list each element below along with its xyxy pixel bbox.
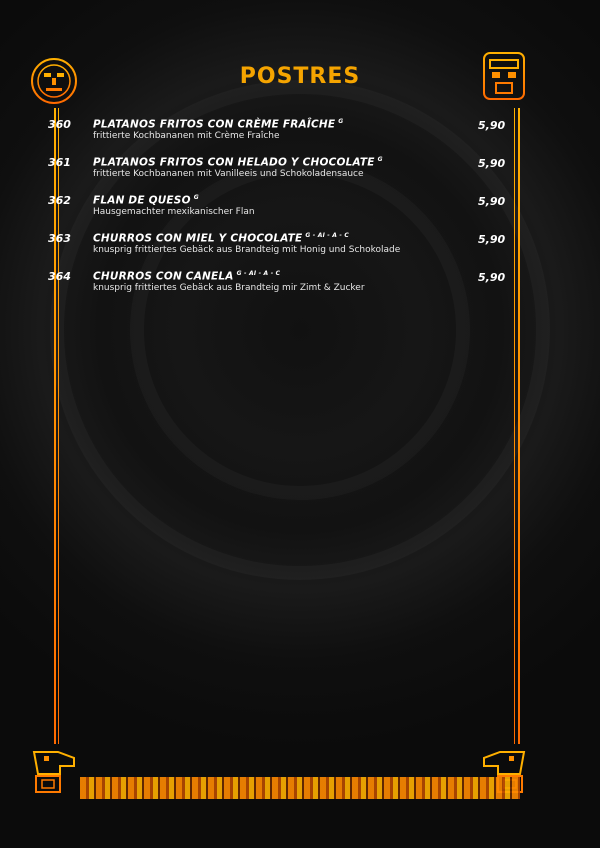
item-name: PLATANOS FRITOS CON CRÈME FRAÎCHE [93, 118, 336, 131]
item-allergens: G [193, 194, 199, 201]
item-number: 364 [48, 270, 71, 283]
item-number: 363 [48, 232, 71, 245]
item-allergens: G [377, 156, 383, 163]
item-allergens: G - AI - A - C [236, 270, 281, 277]
item-number: 361 [48, 156, 71, 169]
item-name-wrap [93, 270, 280, 283]
menu-items-list [48, 118, 508, 308]
item-name: PLATANOS FRITOS CON HELADO Y CHOCOLATE [93, 156, 375, 169]
frame-right [518, 108, 520, 744]
serpent-head-icon-left [30, 744, 82, 796]
item-description: frittierte Kochbananen mit Vanilleeis und Schokoladensauce [93, 169, 364, 179]
item-description: Hausgemachter mexikanischer Flan [93, 207, 255, 217]
menu-item [48, 118, 508, 156]
item-price: 5,90 [478, 271, 506, 284]
item-name-wrap [93, 118, 343, 131]
item-name-wrap [93, 232, 349, 245]
item-allergens: G - AI - A - C [305, 232, 349, 239]
item-price: 5,90 [478, 157, 506, 170]
item-price: 5,90 [478, 233, 506, 246]
page-title: POSTRES [239, 64, 361, 89]
item-name: FLAN DE QUESO [93, 194, 191, 207]
menu-item [48, 194, 508, 232]
item-allergens: G [338, 118, 344, 125]
item-number: 362 [48, 194, 71, 207]
item-price: 5,90 [478, 119, 506, 132]
item-price: 5,90 [478, 195, 506, 208]
item-description: knusprig frittiertes Gebäck aus Brandteig mir Zimt & Zucker [93, 283, 365, 293]
item-name-wrap [93, 194, 199, 207]
frame-right-inner [514, 108, 515, 744]
item-description: frittierte Kochbananen mit Crème Fraîche [93, 131, 280, 141]
menu-item [48, 156, 508, 194]
menu-item [48, 270, 508, 308]
menu-item [48, 232, 508, 270]
item-name: CHURROS CON MIEL Y CHOCOLATE [93, 232, 303, 245]
item-description: knusprig frittiertes Gebäck aus Brandteig mit Honig und Schokolade [93, 245, 401, 255]
item-name-wrap [93, 156, 383, 169]
item-number: 360 [48, 118, 71, 131]
item-name: CHURROS CON CANELA [93, 270, 234, 283]
decorative-border-band [80, 777, 520, 799]
